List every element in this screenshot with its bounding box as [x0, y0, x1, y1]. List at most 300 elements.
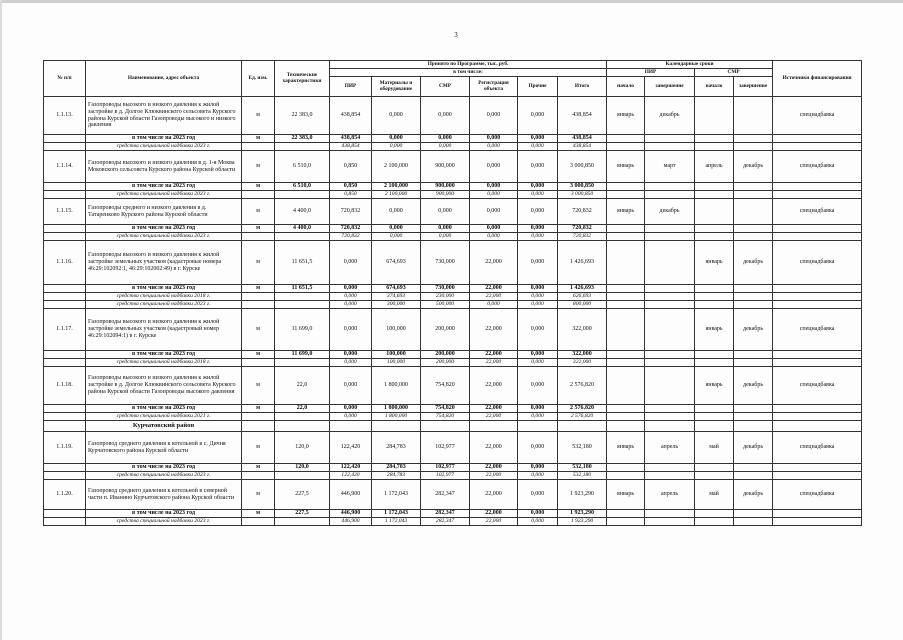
funding-total: 720,832 [558, 233, 607, 241]
object-row [44, 151, 862, 183]
year-total-total: 322,000 [558, 351, 607, 359]
scan-edge-left [0, 0, 2, 640]
funding-source: спецнадбавка [773, 367, 862, 405]
year-total-smr: 0,000 [421, 135, 470, 143]
year-total-mat: 0,000 [372, 135, 421, 143]
smr-start-month: май [695, 432, 734, 464]
year-total-total: 1 426,693 [558, 285, 607, 293]
empty-cell [607, 135, 645, 143]
object-mat: 284,783 [372, 432, 421, 464]
year-total-label: в том числе на 2023 год [86, 510, 242, 518]
pir-start-month [607, 309, 645, 351]
object-reg: 22,000 [470, 480, 518, 510]
object-smr: 282,347 [421, 480, 470, 510]
empty-cell [242, 233, 275, 241]
year-total-mat: 100,000 [372, 351, 421, 359]
pir-end-month: апрель [645, 432, 695, 464]
empty-cell [773, 518, 862, 526]
year-total-row [44, 135, 862, 143]
empty-cell [695, 143, 734, 151]
object-reg: 0,000 [470, 151, 518, 183]
empty-cell [607, 359, 645, 367]
funding-reg: 22,000 [470, 293, 518, 301]
smr-end-month: декабрь [734, 480, 773, 510]
year-total-row [44, 225, 862, 233]
empty-cell [275, 233, 330, 241]
empty-cell [695, 191, 734, 199]
empty-cell [242, 293, 275, 301]
funding-mat: 2 100,000 [372, 191, 421, 199]
empty-cell [242, 191, 275, 199]
header-pir: ПИР [330, 77, 372, 97]
object-reg: 22,000 [470, 241, 518, 285]
empty-cell [734, 421, 773, 432]
funding-smr: 0,000 [421, 143, 470, 151]
empty-cell [734, 359, 773, 367]
object-name: Газопровод среднего давления к котельной в с. Дичня Курчатовского района Курской области [86, 432, 242, 464]
object-name: Газопроводы высокого и низкого давления к жилой застройке в д. Долгое Клюквинского сельсовета Курского района Курской области Газопроводы высокого давления [86, 367, 242, 405]
object-mat: 1 800,000 [372, 367, 421, 405]
year-total-tech: 11 699,0 [275, 351, 330, 359]
year-total-reg: 22,000 [470, 510, 518, 518]
header-calendar: Календарные сроки [607, 61, 773, 69]
funding-reg: 22,000 [470, 413, 518, 421]
year-total-row [44, 351, 862, 359]
empty-cell [695, 413, 734, 421]
year-total-label: в том числе на 2023 год [86, 183, 242, 191]
object-name: Газопроводы высокого и низкого давления к жилой застройке в д. Долгое Клюквинского сельсовета Курского района Курской области Газопроводы высокого и низкого давления [86, 97, 242, 135]
smr-start-month: январь [695, 309, 734, 351]
year-total-tech: 22,0 [275, 405, 330, 413]
funding-other: 0,000 [518, 472, 558, 480]
empty-cell [645, 285, 695, 293]
funding-smr: 500,000 [421, 301, 470, 309]
year-total-smr: 200,000 [421, 351, 470, 359]
empty-cell [734, 293, 773, 301]
funding-total: 1 923,290 [558, 518, 607, 526]
empty-cell [734, 285, 773, 293]
empty-cell [645, 510, 695, 518]
object-name: Газопроводы среднего и низкого давления в д. Татаренково Курского района Курской области [86, 199, 242, 225]
year-total-tech: 11 651,5 [275, 285, 330, 293]
funding-source-label: средства специальной надбавки 2018 г. [86, 359, 242, 367]
object-other: 0,000 [518, 367, 558, 405]
object-pir: 0,000 [330, 367, 372, 405]
empty-cell [734, 405, 773, 413]
empty-cell [330, 421, 372, 432]
empty-cell [695, 351, 734, 359]
empty-cell [773, 301, 862, 309]
empty-cell [773, 135, 862, 143]
empty-cell [44, 510, 86, 518]
funding-source-row [44, 233, 862, 241]
funding-reg: 0,000 [470, 191, 518, 199]
funding-pir: 0,000 [330, 359, 372, 367]
funding-pir: 0,000 [330, 293, 372, 301]
year-total-total: 1 923,290 [558, 510, 607, 518]
funding-source-row [44, 143, 862, 151]
funding-pir: 438,854 [330, 143, 372, 151]
object-other: 0,000 [518, 199, 558, 225]
empty-cell [242, 413, 275, 421]
smr-start-month: апрель [695, 151, 734, 183]
funding-other: 0,000 [518, 518, 558, 526]
year-total-tech: 22 383,0 [275, 135, 330, 143]
year-total-row [44, 405, 862, 413]
empty-cell [773, 225, 862, 233]
empty-cell [734, 135, 773, 143]
empty-cell [734, 472, 773, 480]
object-unit: м [242, 151, 275, 183]
header-total: Итого [558, 77, 607, 97]
object-reg: 22,000 [470, 367, 518, 405]
year-total-unit: м [242, 285, 275, 293]
funding-total: 800,000 [558, 301, 607, 309]
empty-cell [607, 293, 645, 301]
object-total: 1 426,693 [558, 241, 607, 285]
funding-source: спецнадбавка [773, 199, 862, 225]
object-other: 0,000 [518, 151, 558, 183]
year-total-other: 0,000 [518, 464, 558, 472]
funding-source-row [44, 518, 862, 526]
empty-cell [734, 351, 773, 359]
year-total-mat: 674,693 [372, 285, 421, 293]
object-other: 0,000 [518, 309, 558, 351]
header-num: № п/п [44, 61, 86, 97]
object-tech: 22,0 [275, 367, 330, 405]
empty-cell [695, 225, 734, 233]
year-total-label: в том числе на 2023 год [86, 135, 242, 143]
year-total-smr: 0,000 [421, 225, 470, 233]
empty-cell [645, 421, 695, 432]
empty-cell [44, 472, 86, 480]
year-total-unit: м [242, 225, 275, 233]
empty-cell [558, 421, 607, 432]
empty-cell [773, 285, 862, 293]
empty-cell [645, 351, 695, 359]
empty-cell [773, 464, 862, 472]
year-total-row [44, 510, 862, 518]
empty-cell [372, 421, 421, 432]
empty-cell [607, 413, 645, 421]
empty-cell [695, 293, 734, 301]
funding-source-label: средства специальной надбавки 2023 г. [86, 472, 242, 480]
empty-cell [607, 464, 645, 472]
empty-cell [695, 405, 734, 413]
funding-source-row [44, 472, 862, 480]
empty-cell [773, 351, 862, 359]
empty-cell [645, 183, 695, 191]
empty-cell [242, 301, 275, 309]
year-total-other: 0,000 [518, 183, 558, 191]
year-total-other: 0,000 [518, 285, 558, 293]
empty-cell [773, 293, 862, 301]
object-row [44, 367, 862, 405]
empty-cell [607, 191, 645, 199]
year-total-mat: 284,783 [372, 464, 421, 472]
year-total-unit: м [242, 351, 275, 359]
funding-source-label: средства специальной надбавки 2023 г. [86, 518, 242, 526]
empty-cell [44, 301, 86, 309]
object-mat: 674,693 [372, 241, 421, 285]
year-total-pir: 122,420 [330, 464, 372, 472]
object-pir: 446,900 [330, 480, 372, 510]
header-smr-start: начало [695, 77, 734, 97]
object-unit: м [242, 367, 275, 405]
object-total: 322,000 [558, 309, 607, 351]
object-reg: 22,000 [470, 309, 518, 351]
pir-start-month: январь [607, 151, 645, 183]
funding-source-label: средства специальной надбавки 2023 г. [86, 191, 242, 199]
object-number: 1.1.17. [44, 309, 86, 351]
smr-end-month: декабрь [734, 309, 773, 351]
funding-reg: 0,000 [470, 301, 518, 309]
year-total-label: в том числе на 2023 год [86, 225, 242, 233]
year-total-smr: 754,820 [421, 405, 470, 413]
year-total-label: в том числе на 2023 год [86, 405, 242, 413]
empty-cell [242, 518, 275, 526]
year-total-total: 3 000,850 [558, 183, 607, 191]
empty-cell [645, 472, 695, 480]
year-total-smr: 730,000 [421, 285, 470, 293]
empty-cell [607, 225, 645, 233]
empty-cell [695, 464, 734, 472]
funding-mat: 1 172,043 [372, 518, 421, 526]
empty-cell [607, 351, 645, 359]
empty-cell [607, 510, 645, 518]
object-pir: 122,420 [330, 432, 372, 464]
year-total-smr: 102,977 [421, 464, 470, 472]
object-tech: 6 510,0 [275, 151, 330, 183]
object-name: Газопроводы высокого и низкого давления к жилой застройке земельных участков (кадастровый номер 46:29:102094:1) в г. Курске [86, 309, 242, 351]
object-total: 438,854 [558, 97, 607, 135]
object-row [44, 241, 862, 285]
smr-start-month: май [695, 480, 734, 510]
funding-mat: 1 800,000 [372, 413, 421, 421]
funding-other: 0,000 [518, 293, 558, 301]
pir-start-month [607, 367, 645, 405]
scan-edge-top [0, 0, 903, 3]
year-total-pir: 438,854 [330, 135, 372, 143]
empty-cell [773, 233, 862, 241]
empty-cell [645, 135, 695, 143]
year-total-other: 0,000 [518, 510, 558, 518]
object-unit: м [242, 97, 275, 135]
funding-reg: 22,000 [470, 518, 518, 526]
object-pir: 720,832 [330, 199, 372, 225]
empty-cell [773, 472, 862, 480]
empty-cell [695, 472, 734, 480]
object-number: 1.1.15. [44, 199, 86, 225]
object-number: 1.1.20. [44, 480, 86, 510]
year-total-pir: 0,000 [330, 405, 372, 413]
empty-cell [242, 143, 275, 151]
year-total-tech: 4 400,0 [275, 225, 330, 233]
empty-cell [44, 191, 86, 199]
object-total: 532,180 [558, 432, 607, 464]
empty-cell [607, 285, 645, 293]
object-unit: м [242, 432, 275, 464]
funding-source: спецнадбавка [773, 97, 862, 135]
object-pir: 438,854 [330, 97, 372, 135]
year-total-total: 720,832 [558, 225, 607, 233]
empty-cell [773, 510, 862, 518]
year-total-tech: 6 510,0 [275, 183, 330, 191]
empty-cell [645, 233, 695, 241]
object-unit: м [242, 480, 275, 510]
empty-cell [645, 464, 695, 472]
empty-cell [275, 518, 330, 526]
empty-cell [773, 413, 862, 421]
object-other: 0,000 [518, 432, 558, 464]
funding-pir: 0,000 [330, 413, 372, 421]
object-smr: 0,000 [421, 199, 470, 225]
year-total-reg: 22,000 [470, 464, 518, 472]
object-total: 1 923,290 [558, 480, 607, 510]
object-mat: 1 172,043 [372, 480, 421, 510]
empty-cell [645, 143, 695, 151]
object-smr: 900,000 [421, 151, 470, 183]
empty-cell [645, 225, 695, 233]
empty-cell [44, 518, 86, 526]
funding-other: 0,000 [518, 191, 558, 199]
empty-cell [734, 301, 773, 309]
year-total-pir: 720,832 [330, 225, 372, 233]
header-unit: Ед. изм. [242, 61, 275, 97]
funding-source-row [44, 301, 862, 309]
empty-cell [734, 233, 773, 241]
empty-cell [695, 285, 734, 293]
object-row [44, 97, 862, 135]
empty-cell [734, 413, 773, 421]
funding-mat: 0,000 [372, 233, 421, 241]
pir-start-month: январь [607, 480, 645, 510]
year-total-reg: 22,000 [470, 351, 518, 359]
empty-cell [734, 191, 773, 199]
year-total-total: 438,854 [558, 135, 607, 143]
empty-cell [242, 359, 275, 367]
funding-total: 626,693 [558, 293, 607, 301]
funding-source: спецнадбавка [773, 480, 862, 510]
object-pir: 0,000 [330, 241, 372, 285]
year-total-unit: м [242, 510, 275, 518]
empty-cell [242, 421, 275, 432]
smr-start-month [695, 97, 734, 135]
empty-cell [695, 421, 734, 432]
funding-total: 438,854 [558, 143, 607, 151]
empty-cell [773, 183, 862, 191]
object-reg: 22,000 [470, 432, 518, 464]
empty-cell [607, 301, 645, 309]
funding-source: спецнадбавка [773, 151, 862, 183]
funding-mat: 284,783 [372, 472, 421, 480]
empty-cell [773, 143, 862, 151]
year-total-tech: 227,5 [275, 510, 330, 518]
pir-end-month: декабрь [645, 199, 695, 225]
pir-start-month: январь [607, 432, 645, 464]
year-total-unit: м [242, 183, 275, 191]
funding-smr: 900,000 [421, 191, 470, 199]
year-total-total: 532,180 [558, 464, 607, 472]
region-title: Курчатовский район [86, 421, 242, 432]
pir-end-month [645, 367, 695, 405]
object-unit: м [242, 309, 275, 351]
object-number: 1.1.14. [44, 151, 86, 183]
empty-cell [44, 135, 86, 143]
empty-cell [695, 518, 734, 526]
pir-start-month [607, 241, 645, 285]
pir-start-month: январь [607, 199, 645, 225]
object-unit: м [242, 199, 275, 225]
empty-cell [44, 464, 86, 472]
year-total-reg: 0,000 [470, 225, 518, 233]
empty-cell [773, 421, 862, 432]
object-name: Газопроводы высокого и низкого давления к жилой застройке земельных участков (кадастровые номера 46:29:102092:1, 46:29:102002:49) в г. Курске [86, 241, 242, 285]
funding-total: 322,000 [558, 359, 607, 367]
funding-smr: 754,820 [421, 413, 470, 421]
program-table [43, 60, 862, 526]
year-total-row [44, 183, 862, 191]
header-cal-pir: ПИР [607, 69, 695, 77]
object-name: Газопроводы высокого и низкого давления в д. 1-я Моква Моковского сельсовета Курского района Курской области [86, 151, 242, 183]
year-total-unit: м [242, 464, 275, 472]
object-pir: 0,850 [330, 151, 372, 183]
smr-end-month: декабрь [734, 432, 773, 464]
smr-end-month: декабрь [734, 151, 773, 183]
year-total-pir: 0,000 [330, 351, 372, 359]
year-total-unit: м [242, 405, 275, 413]
empty-cell [275, 293, 330, 301]
funding-other: 0,000 [518, 359, 558, 367]
object-other: 0,000 [518, 480, 558, 510]
empty-cell [242, 472, 275, 480]
funding-other: 0,000 [518, 301, 558, 309]
empty-cell [275, 301, 330, 309]
object-other: 0,000 [518, 241, 558, 285]
empty-cell [607, 143, 645, 151]
object-smr: 0,000 [421, 97, 470, 135]
pir-end-month [645, 241, 695, 285]
empty-cell [695, 359, 734, 367]
empty-cell [470, 421, 518, 432]
year-total-label: в том числе на 2023 год [86, 464, 242, 472]
pir-end-month [645, 309, 695, 351]
pir-end-month: апрель [645, 480, 695, 510]
empty-cell [275, 413, 330, 421]
empty-cell [645, 293, 695, 301]
year-total-reg: 22,000 [470, 285, 518, 293]
object-smr: 102,977 [421, 432, 470, 464]
empty-cell [275, 421, 330, 432]
object-row [44, 432, 862, 464]
smr-start-month: январь [695, 367, 734, 405]
empty-cell [645, 413, 695, 421]
year-total-other: 0,000 [518, 225, 558, 233]
object-number: 1.1.13. [44, 97, 86, 135]
year-total-reg: 22,000 [470, 405, 518, 413]
funding-total: 532,180 [558, 472, 607, 480]
object-unit: м [242, 241, 275, 285]
header-program-group: Принято по Программе, тыс. руб. [330, 61, 607, 69]
empty-cell [695, 183, 734, 191]
empty-cell [645, 191, 695, 199]
object-row [44, 199, 862, 225]
pir-end-month: март [645, 151, 695, 183]
funding-smr: 102,977 [421, 472, 470, 480]
funding-source-label: средства специальной надбавки 2018 г. [86, 293, 242, 301]
smr-start-month [695, 199, 734, 225]
empty-cell [645, 518, 695, 526]
